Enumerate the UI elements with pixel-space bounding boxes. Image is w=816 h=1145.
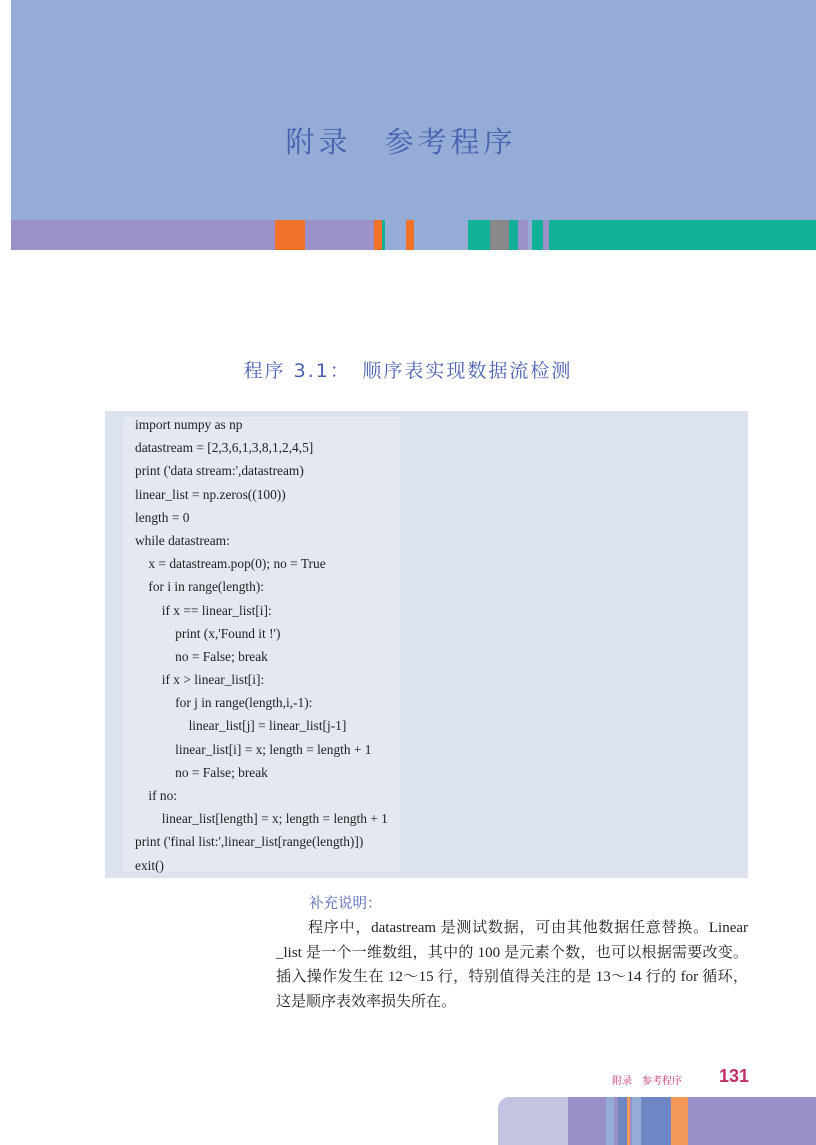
- code-line: if no:: [135, 788, 178, 803]
- note-paragraph: 程序中，datastream 是测试数据，可由其他数据任意替换。Linear _list 是一个一维数组，其中的 100 是元素个数，也可以根据需要改变。插入操作发生在 12～15 行，特别值得关注的是 13～14 行的 for 循环，这是顺序表效率损失所在。: [276, 920, 748, 1010]
- footer-stripe-light: [498, 1097, 568, 1145]
- code-line: linear_list[length] = x; length = length + 1: [135, 811, 388, 827]
- code-line: print ('final list:',linear_list[range(length)]): [135, 834, 364, 850]
- stripe-teal-3: [509, 220, 518, 250]
- stripe-gray: [490, 220, 509, 250]
- stripe-light-1: [385, 220, 406, 250]
- code-line: linear_list = np.zeros((100)): [135, 486, 286, 502]
- footer-stripe-blue-2: [641, 1097, 671, 1145]
- note-heading: 补充说明：: [309, 896, 382, 912]
- header-band: [11, 0, 816, 221]
- code-line: if x > linear_list[i]:: [135, 672, 265, 688]
- code-line: no = False; break: [135, 648, 268, 664]
- footer-stripe-blue-1: [618, 1097, 627, 1145]
- stripe-orange-2: [374, 220, 382, 250]
- code-line: while datastream:: [135, 532, 230, 548]
- header-stripe-bar: [11, 220, 816, 250]
- page-number: 131: [719, 1066, 750, 1086]
- footer-stripe-orange-2: [671, 1097, 688, 1145]
- code-line: for i in range(length):: [135, 579, 265, 595]
- code-line: print ('data stream:',datastream): [135, 463, 304, 479]
- code-line: x = datastream.pop(0); no = True: [135, 556, 326, 572]
- stripe-light-2: [414, 220, 468, 250]
- stripe-orange-1: [275, 220, 305, 250]
- footer-stripe-light-blue-2: [632, 1097, 641, 1145]
- code-lines: [135, 413, 388, 877]
- code-line: import numpy as np: [135, 417, 243, 432]
- program-title: 程序 3.1： 顺序表实现数据流检测: [243, 360, 573, 382]
- appendix-title: 附录 参考程序: [285, 125, 517, 159]
- code-line: linear_list[i] = x; length = length + 1: [135, 741, 372, 757]
- code-line: for j in range(length,i,-1):: [135, 695, 313, 711]
- code-line: no = False; break: [135, 764, 268, 780]
- footer-section-label: 附录 参考程序: [612, 1076, 682, 1087]
- footer-stripe-bar: [498, 1097, 816, 1145]
- footer-stripe-orange-1: [627, 1097, 630, 1145]
- footer-stripe-light-blue-1: [606, 1097, 614, 1145]
- code-line: exit(): [135, 857, 164, 873]
- code-line: linear_list[j] = linear_list[j-1]: [135, 718, 347, 734]
- code-line: print (x,'Found it !'): [135, 625, 281, 641]
- stripe-orange-3: [406, 220, 414, 250]
- code-line: datastream = [2,3,6,1,3,8,1,2,4,5]: [135, 440, 314, 456]
- stripe-teal-2: [468, 220, 490, 250]
- code-line: if x == linear_list[i]:: [135, 602, 272, 618]
- code-line: length = 0: [135, 509, 190, 525]
- stripe-teal-4: [532, 220, 543, 250]
- stripe-teal-5: [549, 220, 816, 250]
